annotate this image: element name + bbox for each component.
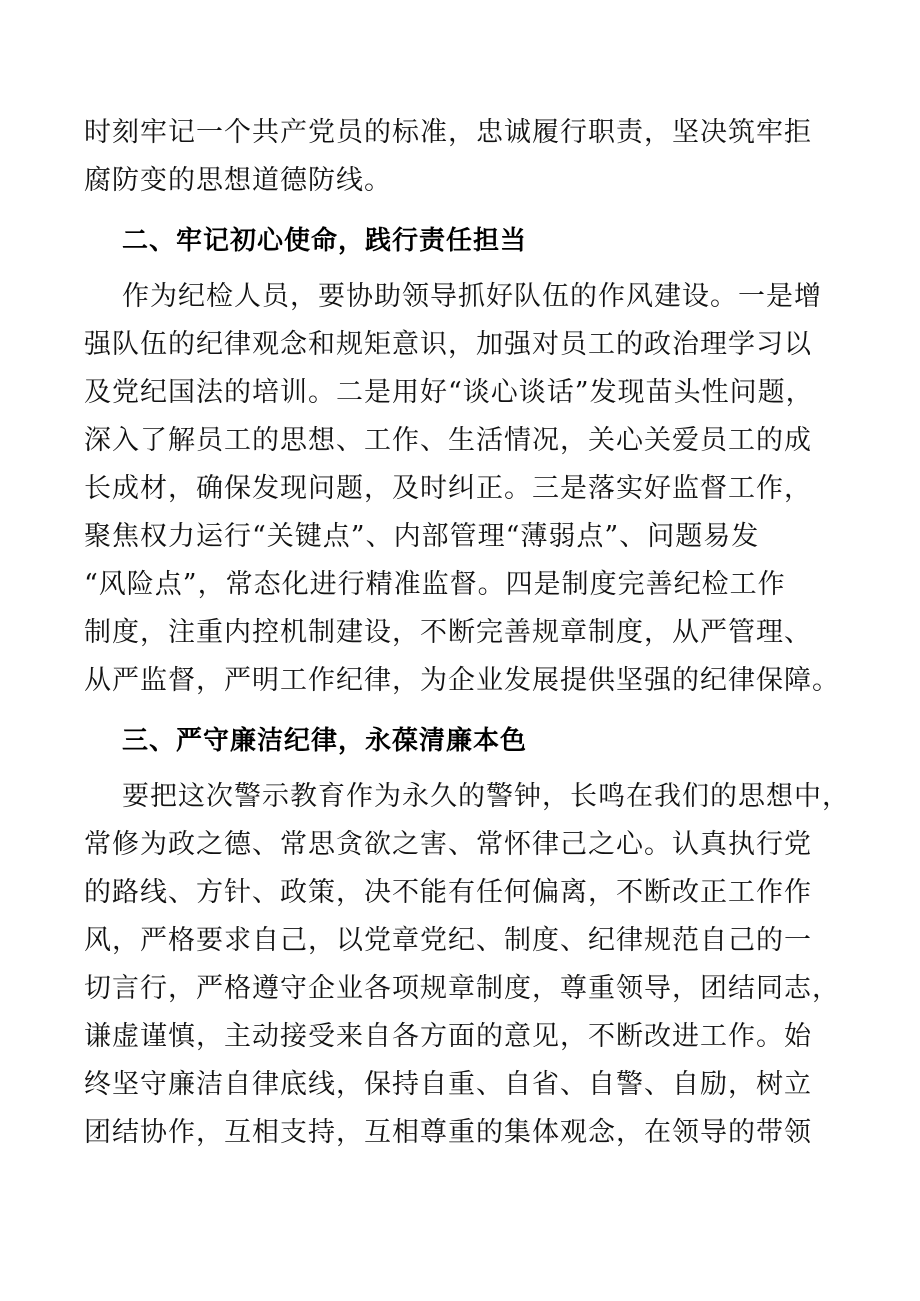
paragraph-line: 聚焦权力运行“关键点”、内部管理“薄弱点”、问题易发 bbox=[84, 521, 760, 552]
paragraph-line: 强队伍的纪律观念和规矩意识，加强对员工的政治理学习以 bbox=[84, 329, 812, 360]
section-heading-3: 三、严守廉洁纪律，永葆清廉本色 bbox=[122, 726, 528, 756]
paragraph-line: 切言行，严格遵守企业各项规章制度，尊重领导，团结同志， bbox=[84, 973, 840, 1004]
paragraph-line: 谦虚谨慎，主动接受来自各方面的意见，不断改进工作。始 bbox=[84, 1021, 812, 1052]
paragraph-line: “风险点”，常态化进行精准监督。四是制度完善纪检工作 bbox=[84, 569, 786, 600]
paragraph-line: 风，严格要求自己，以党章党纪、制度、纪律规范自己的一 bbox=[84, 925, 812, 956]
paragraph-line: 常修为政之德、常思贪欲之害、常怀律己之心。认真执行党 bbox=[84, 829, 812, 860]
paragraph-line: 从严监督，严明工作纪律，为企业发展提供坚强的纪律保障。 bbox=[84, 665, 840, 696]
paragraph-line: 作为纪检人员，要协助领导抓好队伍的作风建设。一是增 bbox=[122, 281, 822, 312]
section-heading-2: 二、牢记初心使命，践行责任担当 bbox=[122, 226, 528, 256]
paragraph-line: 的路线、方针、政策，决不能有任何偏离，不断改正工作作 bbox=[84, 877, 812, 908]
paragraph-line: 深入了解员工的思想、工作、生活情况，关心关爱员工的成 bbox=[84, 425, 812, 456]
paragraph-line: 终坚守廉洁自律底线，保持自重、自省、自警、自励，树立 bbox=[84, 1069, 812, 1100]
paragraph-line: 及党纪国法的培训。二是用好“谈心谈话”发现苗头性问题， bbox=[84, 377, 814, 408]
paragraph-line: 团结协作，互相支持，互相尊重的集体观念，在领导的带领 bbox=[84, 1117, 812, 1148]
paragraph-line: 时刻牢记一个共产党员的标准，忠诚履行职责，坚决筑牢拒 bbox=[84, 117, 812, 148]
paragraph-line: 制度，注重内控机制建设，不断完善规章制度，从严管理、 bbox=[84, 617, 812, 648]
paragraph-line: 长成材，确保发现问题，及时纠正。三是落实好监督工作， bbox=[84, 473, 812, 504]
paragraph-line: 要把这次警示教育作为永久的警钟，长鸣在我们的思想中， bbox=[122, 781, 850, 812]
paragraph-line: 腐防变的思想道德防线。 bbox=[84, 165, 392, 196]
